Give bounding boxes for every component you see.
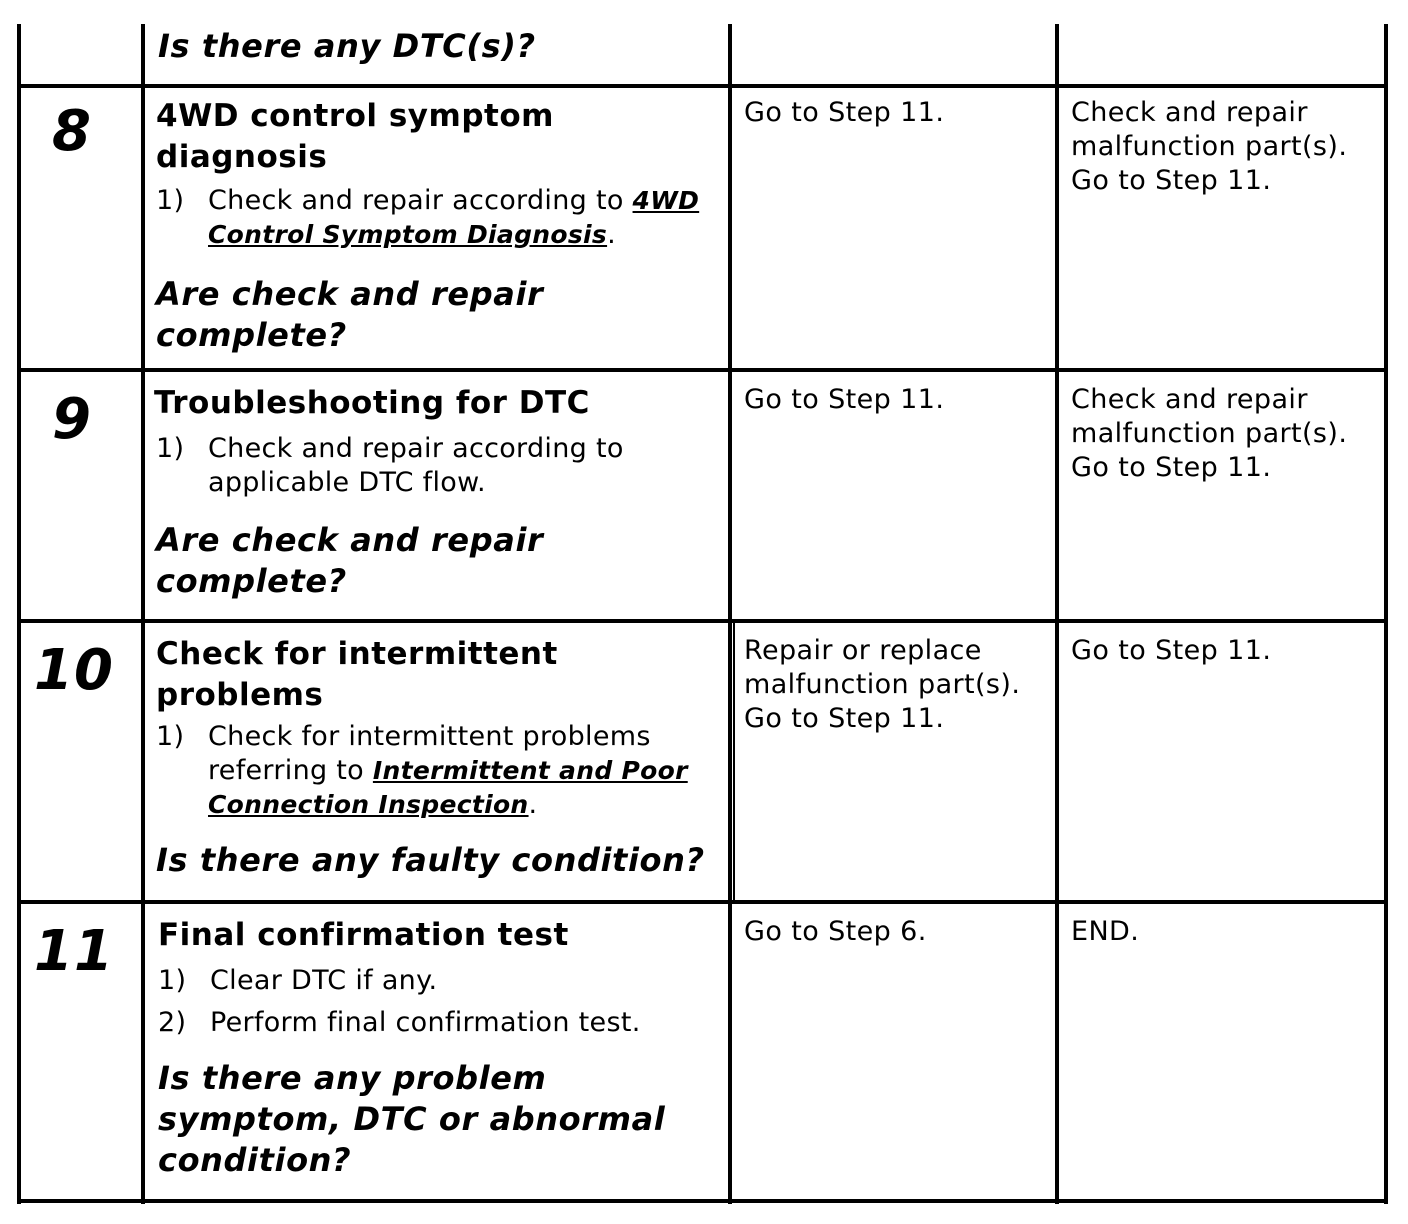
row-divider-8 <box>17 368 1388 372</box>
step-11-no-cell: END. <box>1071 916 1140 947</box>
step-title: Troubleshooting for DTC <box>154 385 590 421</box>
step-8-yes-cell: Go to Step 11. <box>744 97 945 128</box>
step-title: 4WD control symptom diagnosis <box>156 98 554 175</box>
step-8-action-cell <box>156 96 721 356</box>
table-border-left <box>17 24 21 1204</box>
substep-number: 2) <box>158 1007 187 1038</box>
top-row-action-cell <box>158 26 718 67</box>
question-text: Are check and repair complete? <box>156 521 544 600</box>
column-divider-step <box>141 24 145 1204</box>
substep: 1) Check and repair according to applicable DTC flow. <box>156 433 624 498</box>
step-title: Final confirmation test <box>158 917 569 953</box>
column-divider-double <box>733 622 735 903</box>
substep: 1) Clear DTC if any. <box>158 965 438 996</box>
row-divider-10 <box>17 900 1388 904</box>
question-text: Is there any problem symptom, DTC or abnormal condition? <box>158 1059 666 1179</box>
step-number: 8 <box>52 99 92 164</box>
step-10-no-cell: Go to Step 11. <box>1071 635 1272 666</box>
row-divider-top <box>17 84 1388 88</box>
table-border-right <box>1384 24 1388 1204</box>
step-9-no-cell: Check and repair malfunction part(s). Go to Step 11. <box>1071 384 1348 483</box>
substep: 2) Perform final confirmation test. <box>158 1007 641 1038</box>
column-divider-action <box>728 24 732 1204</box>
manual-reference-link[interactable]: 4WD <box>632 186 700 215</box>
question-text: Are check and repair complete? <box>156 275 544 354</box>
table-border-bottom <box>17 1199 1388 1203</box>
manual-reference-link[interactable]: Control Symptom Diagnosis <box>208 220 608 249</box>
question-text: Is there any faulty condition? <box>156 841 705 879</box>
step-title: Check for intermittent problems <box>156 636 558 713</box>
step-10-action-cell <box>156 634 726 881</box>
step-number: 9 <box>52 387 92 452</box>
step-8-no-cell: Check and repair malfunction part(s). Go to Step 11. <box>1071 97 1348 196</box>
question-text: Is there any DTC(s)? <box>158 27 536 65</box>
column-divider-yes <box>1055 24 1059 1204</box>
substep-number: 1) <box>156 721 185 752</box>
step-10-yes-cell: Repair or replace malfunction part(s). Go to Step 11. <box>744 635 1021 734</box>
step-11-yes-cell: Go to Step 6. <box>744 916 927 947</box>
step-number: 10 <box>34 638 114 703</box>
step-9-action-cell <box>154 383 719 602</box>
manual-reference-link[interactable]: Intermittent and Poor <box>372 756 688 785</box>
step-9-yes-cell: Go to Step 11. <box>744 384 945 415</box>
substep: 1) Check for intermittent problems referring to Intermittent and Poor Connection Inspection. <box>156 721 688 820</box>
manual-reference-link[interactable]: Connection Inspection <box>208 790 529 819</box>
step-11-action-cell <box>158 915 723 1181</box>
substep-number: 1) <box>156 185 185 216</box>
substep-number: 1) <box>158 965 187 996</box>
substep: 1) Check and repair according to 4WD Control Symptom Diagnosis. <box>156 185 700 250</box>
row-divider-9 <box>17 619 1388 623</box>
substep-number: 1) <box>156 433 185 464</box>
step-number: 11 <box>34 919 114 984</box>
